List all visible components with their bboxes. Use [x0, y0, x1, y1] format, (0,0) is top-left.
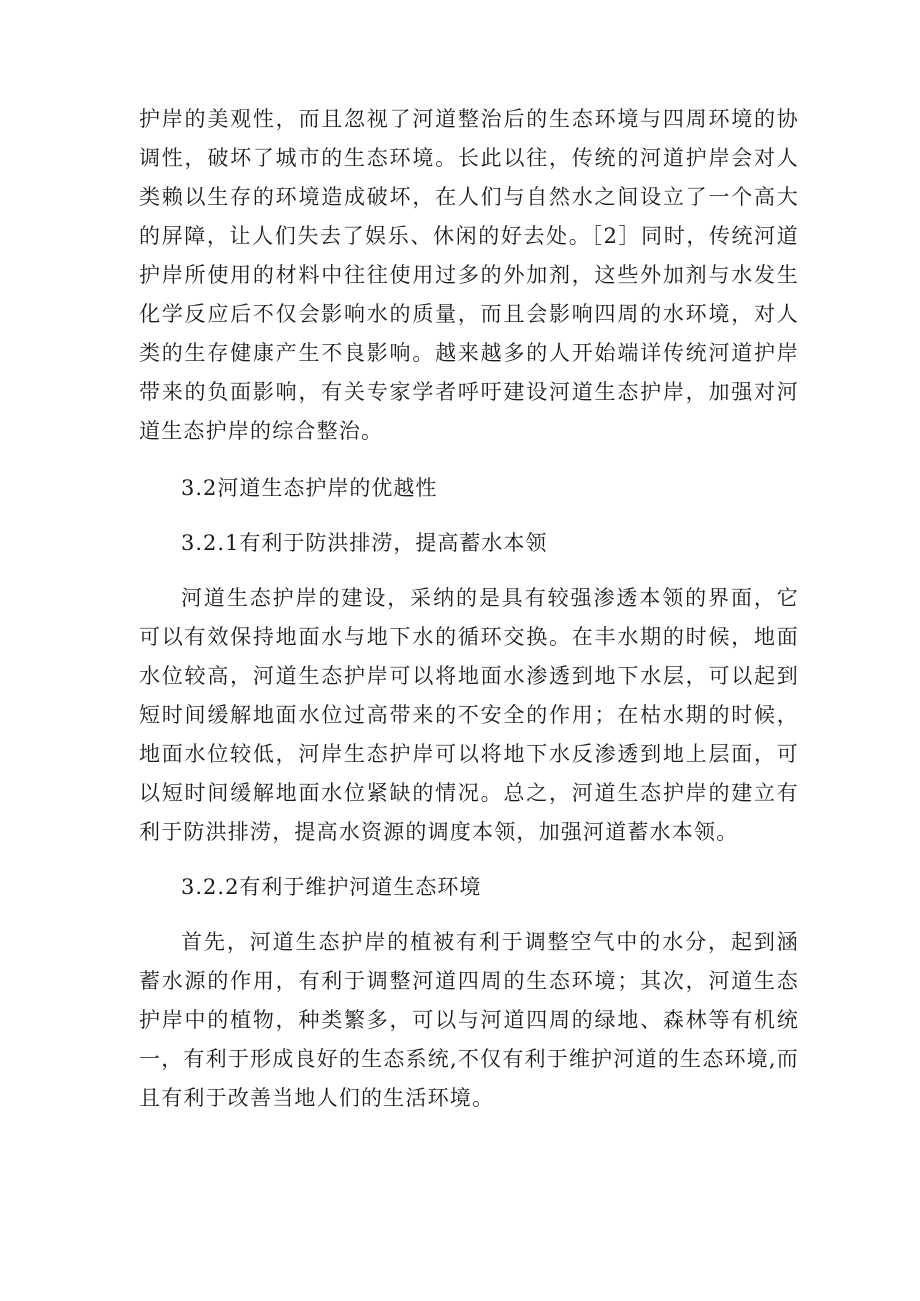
paragraph-ecological-environment: 首先，河道生态护岸的植被有利于调整空气中的水分，起到涵蓄水源的作用，有利于调整河道四周的生态环境；其次，河道生态护岸中的植物，种类繁多，可以与河道四周的绿地、森林等有机统一，有利于形成良好的生态系统,不仅有利于维护河道的生态环境,而且有利于改善当地人们的生活环境。: [139, 930, 799, 1110]
subsection-heading-3-2-2: 3.2.2有利于维护河道生态环境: [181, 875, 482, 899]
paragraph-flood-control: 河道生态护岸的建设，采纳的是具有较强渗透本领的界面，它可以有效保持地面水与地下水的循环交换。在丰水期的时候，地面水位较高，河道生态护岸可以将地面水渗透到地下水层，可以起到短时间缓解地面水位过高带来的不安全的作用；在枯水期的时候，地面水位较低，河岸生态护岸可以将地下水反渗透到地上层面，可以短时间缓解地面水位紧缺的情况。总之，河道生态护岸的建立有利于防洪排涝，提高水资源的调度本领，加强河道蓄水本领。: [139, 586, 799, 844]
spacer: [139, 907, 799, 923]
spacer: [139, 451, 799, 469]
paragraph-traditional-revetment-drawbacks: 护岸的美观性，而且忽视了河道整治后的生态环境与四周环境的协调性，破坏了城市的生态环境。长此以往，传统的河道护岸会对人类赖以生存的环境造成破坏，在人们与自然水之间设立了一个高大的屏障，让人们失去了娱乐、休闲的好去处。［2］同时，传统河道护岸所使用的材料中往往使用过多的外加剂，这些外加剂与水发生化学反应后不仅会影响水的质量，而且会影响四周的水环境，对人类的生存健康产生不良影响。越来越多的人开始端详传统河道护岸带来的负面影响，有关专家学者呼吁建设河道生态护岸，加强对河道生态护岸的综合整治。: [139, 107, 799, 443]
spacer: [139, 508, 799, 524]
document-body: [139, 100, 799, 1118]
section-heading-3-2: 3.2河道生态护岸的优越性: [181, 476, 438, 500]
subsection-heading-3-2-1: 3.2.1有利于防洪排涝，提高蓄水本领: [181, 531, 548, 555]
spacer: [139, 563, 799, 579]
spacer: [139, 852, 799, 868]
